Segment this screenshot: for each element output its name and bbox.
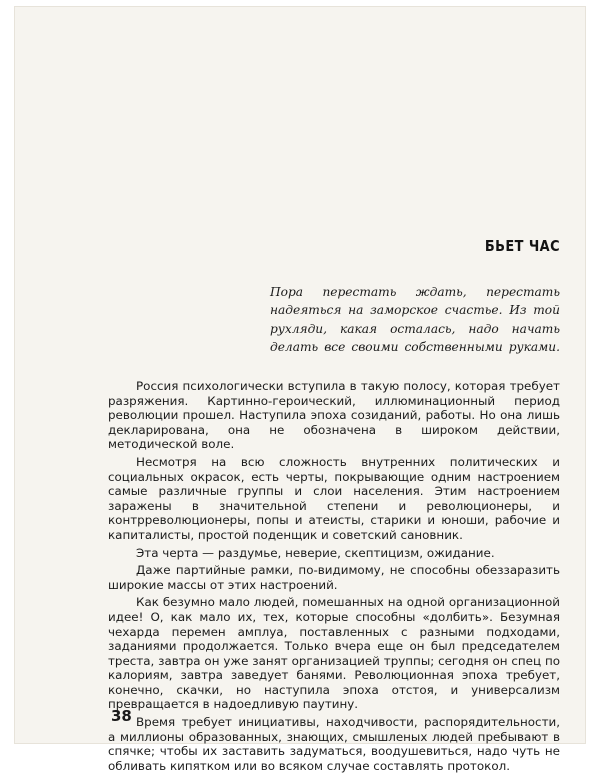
- paragraph: Время требует инициативы, находчивости, распорядительности, а миллионы образованных, знающих, смышленых людей пребывают в спячке; чтобы их заставить задуматься, воодушевиться, надо чуть не обливать кипятком или во всяком случае составлять протокол.: [108, 715, 560, 773]
- body-text: [108, 379, 560, 776]
- epigraph: Пора перестать ждать, перестать надеяться на заморское счастье. Из той рухляди, какая осталась, надо начать делать все своими собственными руками.: [270, 285, 560, 355]
- paragraph: Несмотря на всю сложность внутренних политических и социальных окрасок, есть черты, покрывающие одним настроением самые различные группы и слои населения. Этим настроением заражены в значительной степени и революционеры, и контрреволюционеры, попы и атеисты, старики и юноши, рабочие и капиталисты, простой поденщик и советский сановник.: [108, 454, 560, 542]
- book-page: [14, 6, 586, 773]
- chapter-heading: БЬЕТ ЧАС: [484, 237, 560, 255]
- paragraph: Как безумно мало людей, помешанных на одной организационной идее! О, как мало их, тех, которые способны «долбить». Безумная чехарда перемен амплуа, поставленных с разными подходами, заданиями продолжается. Только вчера еще он был председателем треста, завтра он уже занят организацией труппы; сегодня он спец по калориям, завтра заведует банями. Революционная эпоха требует, конечно, скачки, но наступила эпоха отстоя, и универсализм превращается в надоедливую паутину.: [108, 595, 560, 712]
- page-number: 38: [111, 707, 132, 725]
- paragraph: Даже партийные рамки, по-видимому, не способны обеззаразить широкие массы от этих настроений.: [108, 563, 560, 592]
- paragraph: Эта черта — раздумье, неверие, скептицизм, ожидание.: [136, 545, 495, 560]
- paragraph: Россия психологически вступила в такую полосу, которая требует разряжения. Картинно-героический, иллюминационный период революции прошел. Наступила эпоха созиданий, работы. Но она лишь декларирована, она не обозначена в широком действии, методической воле.: [108, 379, 560, 452]
